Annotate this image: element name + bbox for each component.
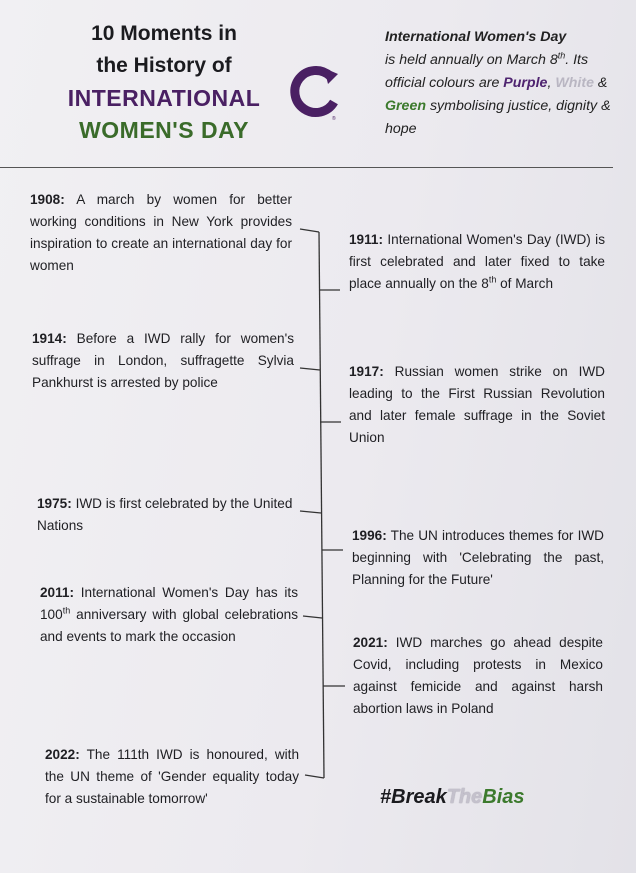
intro-colours-lead: . Its official colours are — [385, 52, 589, 91]
hashtag-break-the-bias — [380, 786, 525, 809]
iwd-logo-icon — [286, 62, 346, 122]
event-text: A march by women for better working conditions in New York provides inspiration to create an international day for women — [30, 192, 292, 273]
event-year: 1996: — [352, 528, 387, 543]
event-2011 — [40, 582, 298, 648]
event-text: International Women's Day has its 100 — [40, 585, 299, 622]
event-text: IWD marches go ahead despite Covid, including protests in Mexico against femicide and against harsh abortion laws in Poland — [353, 635, 603, 716]
colour-purple: Purple — [503, 75, 548, 91]
event-text: IWD is first celebrated by the United Nations — [37, 496, 293, 533]
page-title — [44, 18, 284, 146]
event-text: The UN introduces themes for IWD beginning with 'Celebrating the past, Planning for the Future' — [352, 528, 604, 587]
event-text-cont: anniversary with global celebrations and events to mark the occasion — [40, 607, 298, 644]
event-year: 2011: — [40, 585, 75, 600]
intro-symbolising: symbolising justice, dignity & hope — [385, 98, 611, 137]
title-line-1: 10 Moments in — [91, 22, 237, 45]
title-line-3: INTERNATIONAL — [67, 85, 261, 111]
event-year: 2022: — [45, 747, 80, 762]
svg-text:®: ® — [332, 116, 336, 122]
event-year: 1911: — [349, 232, 384, 247]
event-2022 — [45, 744, 299, 810]
event-year: 1975: — [37, 496, 72, 511]
event-1908 — [30, 189, 292, 277]
title-line-2: the History of — [96, 54, 232, 77]
hashtag-part-3: Bias — [482, 786, 525, 808]
hashtag-part-2: The — [446, 786, 483, 808]
event-year: 2021: — [353, 635, 388, 650]
event-text: International Women's Day (IWD) is first celebrated and later fixed to take place annually on the 8 — [349, 232, 605, 291]
event-text-cont: of March — [496, 276, 554, 291]
event-text: The 111th IWD is honoured, with the UN theme of 'Gender equality today for a sustainable tomorrow' — [45, 747, 300, 806]
title-line-4: WOMEN'S DAY — [79, 117, 249, 143]
event-2021 — [353, 632, 603, 720]
intro-date-sup: th — [557, 50, 566, 61]
event-sup: th — [62, 605, 71, 616]
intro-date: is held annually on March 8 — [385, 52, 558, 68]
event-text: Russian women strike on IWD leading to the First Russian Revolution and later female suffrage in the Soviet Union — [349, 364, 606, 445]
event-1996 — [352, 525, 604, 591]
event-text: Before a IWD rally for women's suffrage in London, suffragette Sylvia Pankhurst is arrested by police — [32, 331, 295, 390]
event-sup: th — [488, 274, 497, 285]
event-year: 1908: — [30, 192, 65, 207]
event-1917 — [349, 361, 605, 449]
intro-comma: , — [547, 75, 552, 91]
event-1914 — [32, 328, 294, 394]
intro-text — [385, 26, 621, 141]
header-divider — [0, 167, 613, 168]
intro-heading: International Women's Day — [385, 29, 567, 45]
event-year: 1917: — [349, 364, 384, 379]
colour-green: Green — [385, 98, 427, 114]
hashtag-part-1: #Break — [380, 786, 447, 808]
event-1975 — [37, 493, 299, 537]
intro-amp: & — [593, 75, 608, 91]
event-year: 1914: — [32, 331, 67, 346]
colour-white: White — [555, 75, 594, 91]
event-1911 — [349, 229, 605, 295]
